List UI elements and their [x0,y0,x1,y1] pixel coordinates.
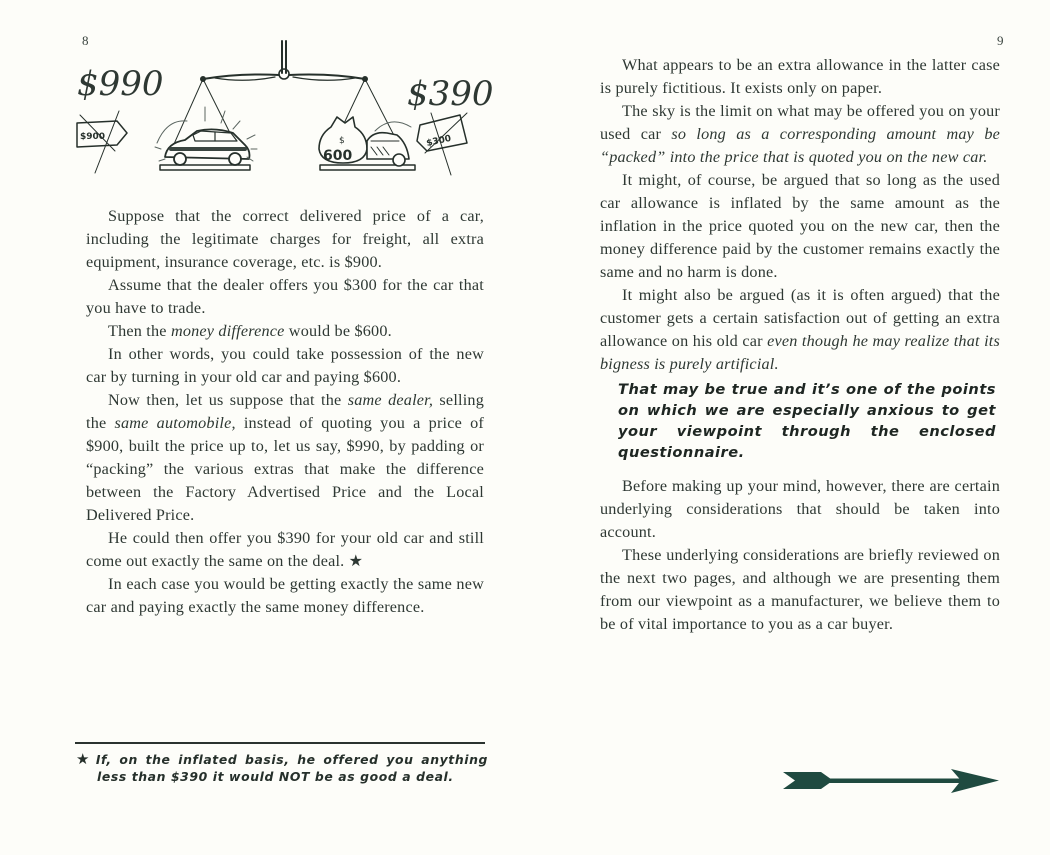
balance-scale-illustration [75,35,505,190]
price-tag-300-icon [417,113,467,175]
emphasized-callout: That may be true and it’s one of the points on which we are especially anxious to get your viewpoint through the enclosed questionnaire. [618,381,996,461]
new-car-icon [155,107,257,170]
paragraph: Then the money difference would be $600. [108,322,392,340]
scale-post-icon [279,41,289,79]
paragraph: In each case you would be getting exactly the same new car and paying exactly the same money difference. [86,575,484,616]
paragraph: Now then, let us suppose that the same dealer, selling the same automobile, instead of quoting you a price of $900, built the price up to, let us say, $990, by padding or “packing” the various extras that make the difference between the Factory Advertised Price and the Local Delivered Price. [86,391,484,524]
svg-text:$990: $990 [77,64,164,104]
next-page-arrow[interactable] [783,766,1005,796]
money-bag-and-used-car-icon [319,117,415,170]
svg-text:$900: $900 [80,132,106,142]
svg-text:$300: $300 [425,133,453,149]
arrow-right-icon [783,766,1005,796]
paragraph: Suppose that the correct delivered price of a car, including the legitimate charges for freight, all extra equipment, insurance coverage, etc. is $900. [86,207,484,271]
svg-text:$: $ [339,136,345,146]
svg-text:600: 600 [323,148,353,164]
body-text [600,54,1000,636]
paragraph: Assume that the dealer offers you $300 for the car that you have to trade. [86,276,484,317]
right-page [525,0,1050,855]
footnote-divider [75,742,485,744]
paragraph: He could then offer you $390 for your old car and still come out exactly the same on the deal. ★ [86,529,484,570]
footnote-star-icon: ★ [348,552,364,570]
paragraph: These underlying considerations are briefly reviewed on the next two pages, and although we are presenting them from our viewpoint as a manufacturer, we believe them to be of vital importance to you as a car buyer. [600,546,1000,633]
paragraph: It might also be argued (as it is often argued) that the customer gets a certain satisfaction out of getting an extra allowance on his old car even though he may realize that its bigness is purely artificial. [600,286,1000,373]
price-tag-900-icon [77,111,127,173]
paragraph: The sky is the limit on what may be offered you on your used car so long as a corresponding amount may be “packed” into the price that is quoted you on the new car. [600,102,1000,166]
paragraph: In other words, you could take possession of the new car by turning in your old car and paying $600. [86,345,484,386]
paragraph: What appears to be an extra allowance in the latter case is purely fictitious. It exists only on paper. [600,56,1000,97]
footnote-star-icon: ★ [76,750,93,768]
page-number: 9 [997,33,1004,48]
paragraph: It might, of course, be argued that so long as the used car allowance is inflated by the same amount as the inflation in the price quoted you on the new car, then the money difference paid by the customer remains exactly the same and no harm is done. [600,171,1000,281]
scale-beam-icon [201,75,368,82]
footnote: ★ If, on the inflated basis, he offered you anything less than $390 it would NOT be as good a deal. [76,750,488,784]
body-text [86,205,484,619]
svg-text:$390: $390 [407,74,494,114]
page-number: 8 [82,33,89,48]
paragraph: Before making up your mind, however, there are certain underlying considerations that should be taken into account. [600,477,1000,541]
